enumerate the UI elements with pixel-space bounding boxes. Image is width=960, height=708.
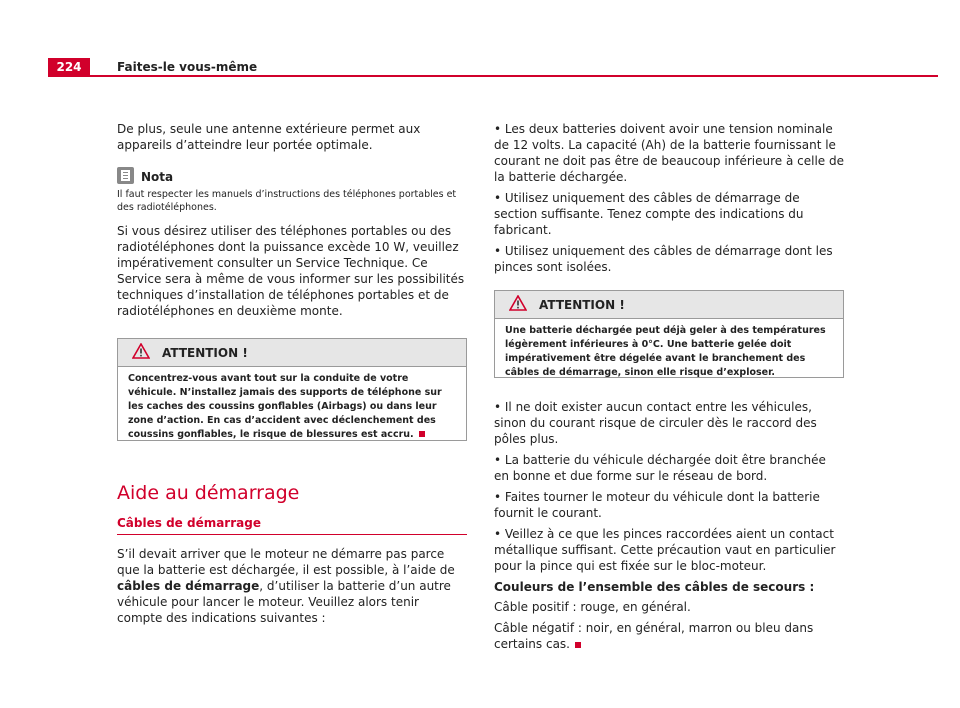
jumpstart-text-after: , d’utiliser la batterie d’un autre véhicule pour lancer le moteur. Veuillez alors tenir compte des indications suivantes : — [117, 579, 451, 625]
running-title: Faites-le vous-même — [117, 60, 258, 74]
warning-title: ATTENTION ! — [162, 345, 248, 360]
left-column — [117, 121, 467, 626]
radio-paragraph: Si vous désirez utiliser des téléphones portables ou des radiotéléphones dont la puissance excède 10 W, veuillez impérativement consulter un Service Technique. Ce Service sera à même de vous informer sur les possibilités techniques d’installation de téléphones portables et de radiotéléphones en deuxième monte. — [117, 224, 465, 318]
warning-triangle-icon — [509, 295, 527, 315]
bullet-item: • Faites tourner le moteur du véhicule dont la batterie fournit le courant. — [494, 490, 820, 520]
note-text: Il faut respecter les manuels d’instructions des téléphones portables et des radiotéléphones. — [117, 189, 457, 213]
positive-cable-text: Câble positif : rouge, en général. — [494, 600, 691, 614]
warning-box — [494, 290, 844, 378]
bullet-item: • Veillez à ce que les pinces raccordées aient un contact métallique suffisant. Cette précaution vaut en particulier pour la pince qui est fixée sur le bloc-moteur. — [494, 527, 836, 573]
bullet-item: • Utilisez uniquement des câbles de démarrage dont les pinces sont isolées. — [494, 244, 833, 274]
bullet-item: • La batterie du véhicule déchargée doit être branchée en bonne et due forme sur le réseau de bord. — [494, 453, 826, 483]
warning-triangle-icon — [132, 343, 150, 363]
page-number: 224 — [48, 58, 90, 77]
header-rule — [48, 75, 938, 77]
warning-header — [118, 339, 466, 367]
note-title: Nota — [141, 170, 174, 184]
warning-title: ATTENTION ! — [539, 297, 625, 312]
jumpstart-text-bold: câbles de démarrage — [117, 579, 260, 593]
warning-body — [118, 367, 466, 450]
end-mark-icon — [419, 431, 425, 437]
section-title: Aide au démarrage — [117, 482, 300, 504]
negative-cable-paragraph — [494, 620, 844, 652]
jumpstart-paragraph — [117, 546, 467, 626]
warning-header — [495, 291, 843, 319]
warning-text: Concentrez-vous avant tout sur la conduite de votre véhicule. N’installez jamais des supports de téléphone sur les caches des coussins gonflables (Airbags) ou dans leur zone d’action. En cas d’accident avec déclenchement des coussins gonflables, le risque de blessures est accru. — [128, 373, 442, 440]
note-info-icon — [117, 167, 134, 184]
negative-cable-text: Câble négatif : noir, en général, marron ou bleu dans certains cas. — [494, 621, 814, 651]
warning-body: Une batterie déchargée peut déjà geler à des températures légèrement inférieures à 0°C. Une batterie gelée doit impérativement être dégelée avant le branchement des câbles de démarrage, sinon elle risque d’exploser. — [505, 325, 826, 378]
bullet-item: • Les deux batteries doivent avoir une tension nominale de 12 volts. La capacité (Ah) de la batterie fournissant le courant ne doit pas être de beaucoup inférieure à celle de la batterie déchargée. — [494, 122, 844, 184]
bullet-list — [494, 399, 844, 574]
intro-paragraph: De plus, seule une antenne extérieure permet aux appareils d’atteindre leur portée optimale. — [117, 122, 421, 152]
note-header — [117, 167, 467, 184]
bullet-item: • Utilisez uniquement des câbles de démarrage de section suffisante. Tenez compte des indications du fabricant. — [494, 191, 804, 237]
jumpstart-text-before: S’il devait arriver que le moteur ne démarre pas parce que la batterie est déchargée, il est possible, à l’aide de — [117, 547, 455, 577]
end-mark-icon — [575, 642, 581, 648]
right-column — [494, 121, 844, 652]
bullet-item: • Il ne doit exister aucun contact entre les véhicules, sinon du courant risque de circuler dès le raccord des pôles plus. — [494, 400, 817, 446]
cable-colors-heading: Couleurs de l’ensemble des câbles de secours : — [494, 580, 815, 594]
warning-box — [117, 338, 467, 441]
subsection-title: Câbles de démarrage — [117, 516, 467, 535]
